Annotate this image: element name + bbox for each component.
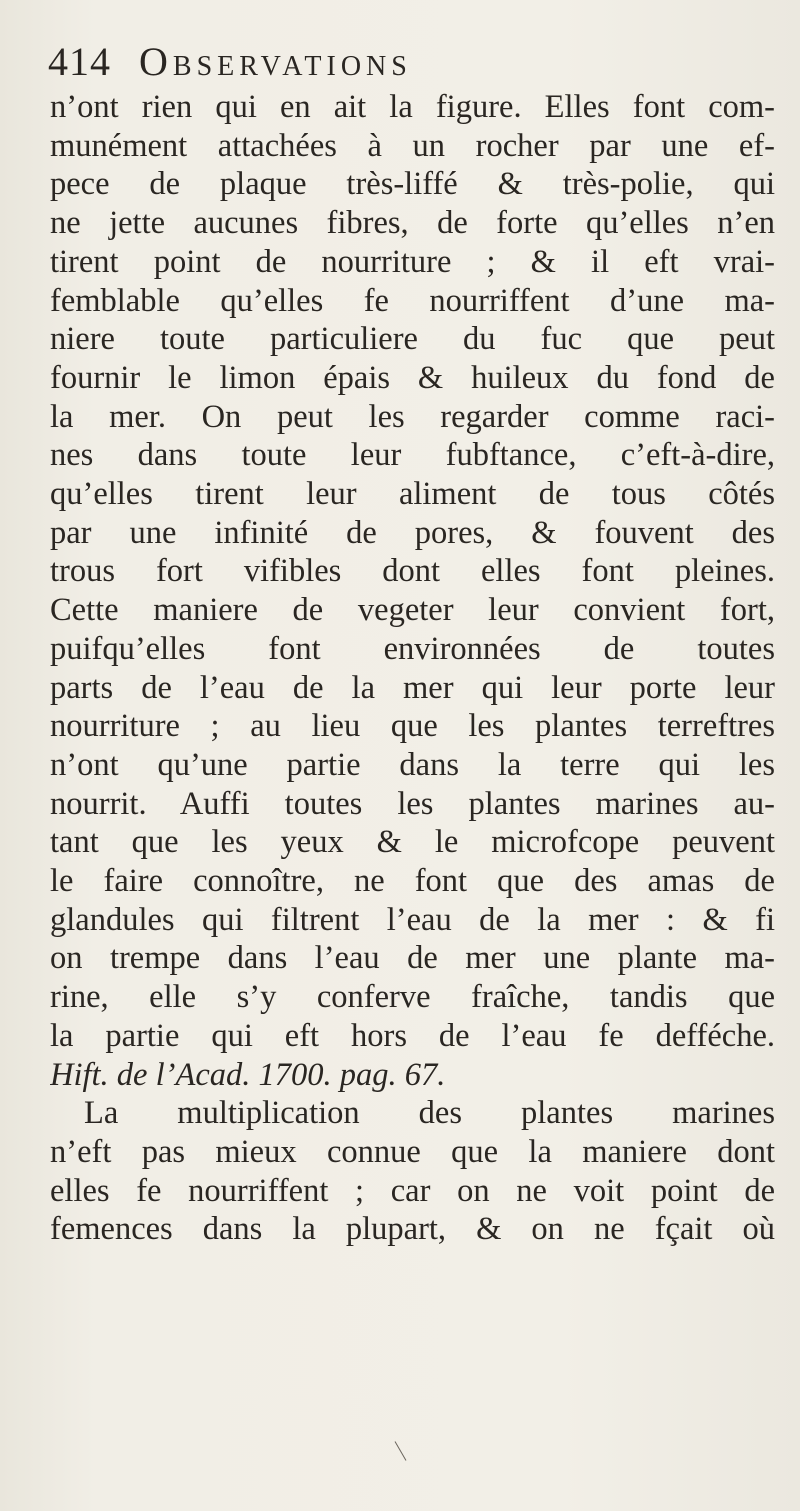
text-line: n’eft pas mieux connue que la maniere dont [50,1133,775,1170]
text-line: n’ont qu’une partie dans la terre qui les [50,746,775,783]
text-line: pece de plaque très-liffé & très-polie, qui [50,166,775,203]
text-line: femblable qu’elles fe nourriffent d’une ma- [50,282,775,319]
text-line: Cette maniere de vegeter leur convient fort, [50,592,775,629]
text-line: glandules qui filtrent l’eau de la mer : & fi [50,901,775,938]
page-number: 414 [48,39,111,84]
text-line: femences dans la plupart, & on ne fçait où [50,1211,775,1248]
text-line: tirent point de nourriture ; & il eft vrai- [50,243,775,280]
text-line: nes dans toute leur fubftance, c’eft-à-dire, [50,437,775,474]
text-line: qu’elles tirent leur aliment de tous côtés [50,476,775,513]
text-line: ne jette aucunes fibres, de forte qu’elles n’en [50,205,775,242]
text-line: la partie qui eft hors de l’eau fe defféche. [50,1017,775,1054]
text-line: le faire connoître, ne font que des amas de [50,863,775,900]
text-line: elles fe nourriffent ; car on ne voit point de [50,1172,775,1209]
text-line: n’ont rien qui en ait la figure. Elles font com- [50,89,775,125]
citation-line: Hift. de l’Acad. 1700. pag. 67. [50,1056,446,1093]
running-title: Observations [139,39,412,84]
text-line: rine, elle s’y conferve fraîche, tandis que [50,979,775,1016]
text-line: trous fort vifibles dont elles font pleines. [50,553,775,590]
text-line: puifqu’elles font environnées de toutes [50,630,775,667]
paragraph-start-line: La multiplication des plantes marines [84,1095,775,1132]
text-line: la mer. On peut les regarder comme raci- [50,398,775,435]
text-line: munément attachées à un rocher par une ef- [50,127,775,164]
body-text [50,88,775,1249]
text-line: fournir le limon épais & huileux du fond de [50,359,775,396]
text-line: parts de l’eau de la mer qui leur porte leur [50,669,775,706]
page-header [48,38,768,88]
text-line: nourriture ; au lieu que les plantes terreftres [50,708,775,745]
text-line: on trempe dans l’eau de mer une plante ma- [50,940,775,977]
text-line: nourrit. Auffi toutes les plantes marines au- [50,785,775,822]
text-line: niere toute particuliere du fuc que peut [50,321,775,358]
text-line: tant que les yeux & le microfcope peuvent [50,824,775,861]
text-line: par une infinité de pores, & fouvent des [50,514,775,551]
ink-mark [395,1441,407,1461]
